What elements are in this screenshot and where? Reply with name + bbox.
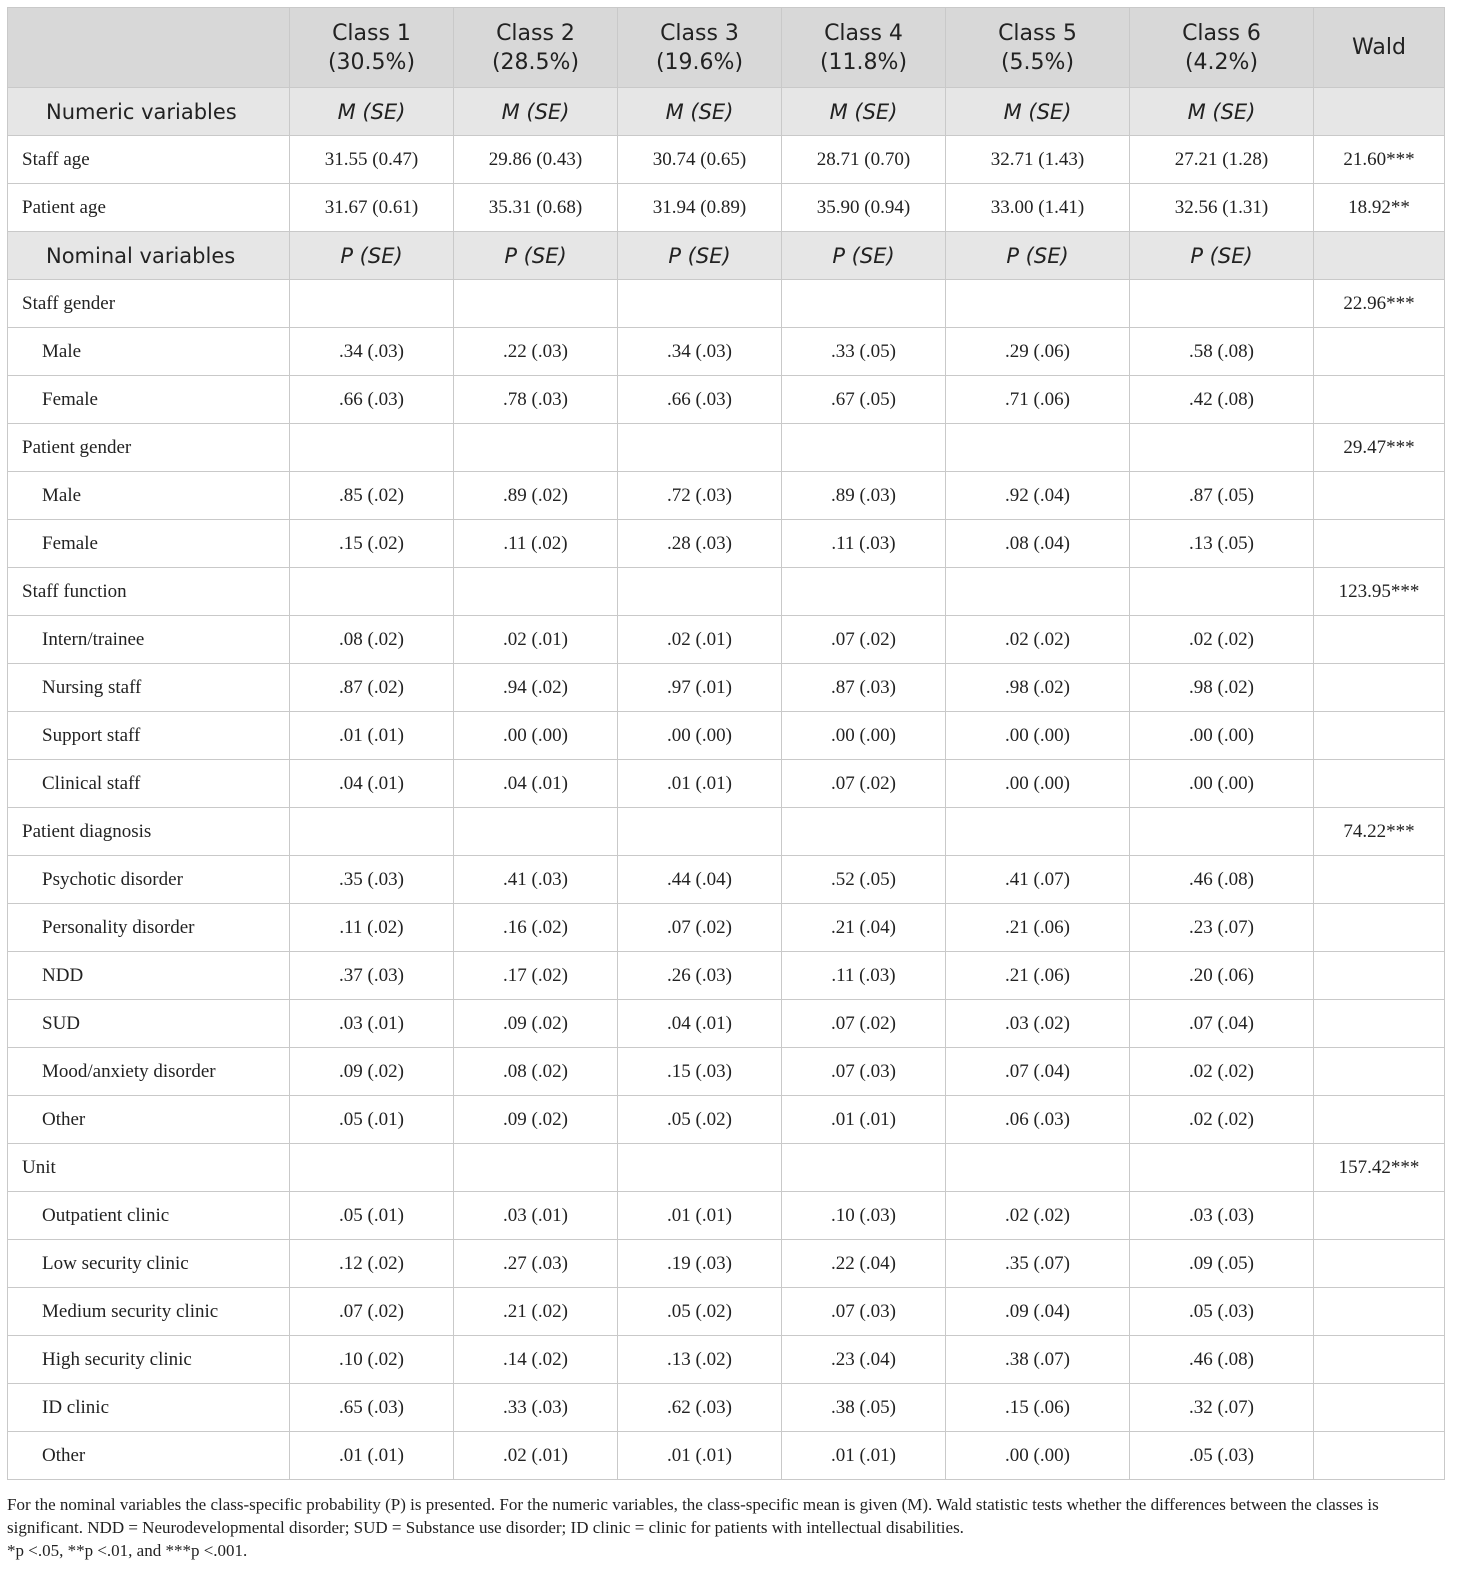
class-5-cell: M (SE) [946, 88, 1130, 136]
category-row [8, 1048, 1445, 1096]
row-label-cell: Other [8, 1096, 290, 1144]
class-4-cell [782, 1144, 946, 1192]
wald-cell [1314, 1048, 1445, 1096]
section-header-row [8, 232, 1445, 280]
wald-cell [1314, 1432, 1445, 1480]
class-5-cell: .02 (.02) [946, 616, 1130, 664]
class-1-cell: .05 (.01) [290, 1192, 454, 1240]
wald-cell [1314, 1192, 1445, 1240]
variable-row [8, 280, 1445, 328]
class-5-cell: .08 (.04) [946, 520, 1130, 568]
class-2-cell: .89 (.02) [454, 472, 618, 520]
class-6-cell: .09 (.05) [1130, 1240, 1314, 1288]
class-3-cell: .01 (.01) [618, 1192, 782, 1240]
table-body [8, 88, 1445, 1480]
class-3-cell: M (SE) [618, 88, 782, 136]
class-4-cell [782, 280, 946, 328]
class-2-cell: .09 (.02) [454, 1000, 618, 1048]
class-2-cell [454, 1144, 618, 1192]
class-2-cell: 29.86 (0.43) [454, 136, 618, 184]
class-3-cell [618, 424, 782, 472]
class-5-cell: .02 (.02) [946, 1192, 1130, 1240]
wald-cell [1314, 664, 1445, 712]
class-5-cell: P (SE) [946, 232, 1130, 280]
class-5-cell: .15 (.06) [946, 1384, 1130, 1432]
header-cell-class-4: Class 4 (11.8%) [782, 8, 946, 88]
class-3-cell: .44 (.04) [618, 856, 782, 904]
row-label-cell: Male [8, 472, 290, 520]
row-label-cell: Psychotic disorder [8, 856, 290, 904]
class-5-cell: .41 (.07) [946, 856, 1130, 904]
row-label-cell: Intern/trainee [8, 616, 290, 664]
class-1-cell: .65 (.03) [290, 1384, 454, 1432]
class-4-cell: .00 (.00) [782, 712, 946, 760]
class-4-cell: .38 (.05) [782, 1384, 946, 1432]
class-1-cell: 31.55 (0.47) [290, 136, 454, 184]
class-3-cell: .34 (.03) [618, 328, 782, 376]
class-1-cell: .08 (.02) [290, 616, 454, 664]
row-label-cell: SUD [8, 1000, 290, 1048]
class-6-cell [1130, 568, 1314, 616]
variable-row [8, 568, 1445, 616]
class-3-cell: .28 (.03) [618, 520, 782, 568]
class-4-cell: .11 (.03) [782, 520, 946, 568]
class-6-cell [1130, 808, 1314, 856]
class-1-cell: .34 (.03) [290, 328, 454, 376]
class-5-cell: .00 (.00) [946, 1432, 1130, 1480]
class-3-cell: .15 (.03) [618, 1048, 782, 1096]
wald-cell [1314, 856, 1445, 904]
class-3-cell [618, 280, 782, 328]
wald-cell [1314, 616, 1445, 664]
class-1-cell: .66 (.03) [290, 376, 454, 424]
section-header-row [8, 88, 1445, 136]
class-2-cell: .27 (.03) [454, 1240, 618, 1288]
class-5-cell: .71 (.06) [946, 376, 1130, 424]
row-label-cell: Numeric variables [8, 88, 290, 136]
wald-cell [1314, 1240, 1445, 1288]
class-6-cell [1130, 1144, 1314, 1192]
row-label-cell: Nursing staff [8, 664, 290, 712]
header-cell-wald: Wald [1314, 8, 1445, 88]
category-row [8, 904, 1445, 952]
class-5-cell [946, 424, 1130, 472]
class-4-cell: .23 (.04) [782, 1336, 946, 1384]
class-4-cell [782, 808, 946, 856]
class-1-cell: .04 (.01) [290, 760, 454, 808]
class-3-cell: 30.74 (0.65) [618, 136, 782, 184]
category-row [8, 520, 1445, 568]
class-2-cell: .78 (.03) [454, 376, 618, 424]
class-3-cell: .07 (.02) [618, 904, 782, 952]
class-2-cell: .09 (.02) [454, 1096, 618, 1144]
variable-row [8, 808, 1445, 856]
class-4-cell: .11 (.03) [782, 952, 946, 1000]
category-row [8, 1288, 1445, 1336]
header-cell-class-5: Class 5 (5.5%) [946, 8, 1130, 88]
category-row [8, 1192, 1445, 1240]
class-4-cell: .01 (.01) [782, 1432, 946, 1480]
class-2-cell: M (SE) [454, 88, 618, 136]
class-4-cell: .07 (.02) [782, 616, 946, 664]
class-1-cell: .07 (.02) [290, 1288, 454, 1336]
footnote-abbreviations: For the nominal variables the class-specific probability (P) is presented. For the numeric variables, the class-specific mean is given (M). Wald statistic tests whether the differences between the classes is significant. NDD = Neurodevelopmental disorder; SUD = Substance use disorder; ID clinic = clinic for patients with intellectual disabilities. [7, 1495, 1379, 1537]
wald-cell [1314, 376, 1445, 424]
category-row [8, 712, 1445, 760]
class-1-cell: .01 (.01) [290, 1432, 454, 1480]
class-5-cell [946, 280, 1130, 328]
class-3-cell [618, 1144, 782, 1192]
class-6-cell: .42 (.08) [1130, 376, 1314, 424]
table-header-row [8, 8, 1445, 88]
class-3-cell: P (SE) [618, 232, 782, 280]
class-3-cell: 31.94 (0.89) [618, 184, 782, 232]
category-row [8, 856, 1445, 904]
class-6-cell: .02 (.02) [1130, 1096, 1314, 1144]
category-row [8, 472, 1445, 520]
header-cell-class-6: Class 6 (4.2%) [1130, 8, 1314, 88]
class-6-cell: 27.21 (1.28) [1130, 136, 1314, 184]
class-3-cell: .62 (.03) [618, 1384, 782, 1432]
row-label-cell: Patient diagnosis [8, 808, 290, 856]
class-1-cell: .09 (.02) [290, 1048, 454, 1096]
class-4-cell: 35.90 (0.94) [782, 184, 946, 232]
wald-cell: 123.95*** [1314, 568, 1445, 616]
class-5-cell: .00 (.00) [946, 760, 1130, 808]
class-2-cell: .02 (.01) [454, 616, 618, 664]
class-3-cell: .13 (.02) [618, 1336, 782, 1384]
class-6-cell: .05 (.03) [1130, 1288, 1314, 1336]
variable-row [8, 1144, 1445, 1192]
class-5-cell: .35 (.07) [946, 1240, 1130, 1288]
class-1-cell [290, 1144, 454, 1192]
wald-cell: 157.42*** [1314, 1144, 1445, 1192]
category-row [8, 664, 1445, 712]
row-label-cell: Staff function [8, 568, 290, 616]
class-1-cell [290, 424, 454, 472]
variable-row [8, 424, 1445, 472]
class-3-cell [618, 808, 782, 856]
row-label-cell: Other [8, 1432, 290, 1480]
class-5-cell: .07 (.04) [946, 1048, 1130, 1096]
class-3-cell: .72 (.03) [618, 472, 782, 520]
wald-cell [1314, 520, 1445, 568]
class-1-cell [290, 280, 454, 328]
class-3-cell: .05 (.02) [618, 1096, 782, 1144]
class-6-cell [1130, 280, 1314, 328]
wald-cell [1314, 952, 1445, 1000]
class-6-cell: .32 (.07) [1130, 1384, 1314, 1432]
class-6-cell: .03 (.03) [1130, 1192, 1314, 1240]
category-row [8, 1096, 1445, 1144]
class-2-cell [454, 808, 618, 856]
class-4-cell: .07 (.03) [782, 1288, 946, 1336]
class-4-cell [782, 424, 946, 472]
class-6-cell: .05 (.03) [1130, 1432, 1314, 1480]
class-4-cell: .10 (.03) [782, 1192, 946, 1240]
class-1-cell: .37 (.03) [290, 952, 454, 1000]
class-5-cell: .29 (.06) [946, 328, 1130, 376]
class-3-cell: .00 (.00) [618, 712, 782, 760]
class-3-cell [618, 568, 782, 616]
class-2-cell: .41 (.03) [454, 856, 618, 904]
row-label-cell: Nominal variables [8, 232, 290, 280]
wald-cell: 21.60*** [1314, 136, 1445, 184]
category-row [8, 616, 1445, 664]
class-4-cell: P (SE) [782, 232, 946, 280]
class-6-cell: .00 (.00) [1130, 760, 1314, 808]
class-3-cell: .66 (.03) [618, 376, 782, 424]
class-1-cell: .12 (.02) [290, 1240, 454, 1288]
class-6-cell: P (SE) [1130, 232, 1314, 280]
wald-cell [1314, 1288, 1445, 1336]
class-4-cell: 28.71 (0.70) [782, 136, 946, 184]
class-2-cell: .03 (.01) [454, 1192, 618, 1240]
class-3-cell: .26 (.03) [618, 952, 782, 1000]
class-1-cell [290, 808, 454, 856]
wald-cell [1314, 760, 1445, 808]
class-4-cell: .07 (.02) [782, 1000, 946, 1048]
wald-cell [1314, 232, 1445, 280]
class-1-cell: .01 (.01) [290, 712, 454, 760]
class-5-cell: 33.00 (1.41) [946, 184, 1130, 232]
class-4-cell: .07 (.02) [782, 760, 946, 808]
category-row [8, 952, 1445, 1000]
class-2-cell: .17 (.02) [454, 952, 618, 1000]
class-profile-table [7, 7, 1445, 1480]
row-label-cell: Patient age [8, 184, 290, 232]
class-5-cell: .03 (.02) [946, 1000, 1130, 1048]
header-cell-class-2: Class 2 (28.5%) [454, 8, 618, 88]
row-label-cell: Clinical staff [8, 760, 290, 808]
class-4-cell: .67 (.05) [782, 376, 946, 424]
class-2-cell: .11 (.02) [454, 520, 618, 568]
wald-cell [1314, 1384, 1445, 1432]
class-1-cell: .15 (.02) [290, 520, 454, 568]
class-1-cell [290, 568, 454, 616]
row-label-cell: Mood/anxiety disorder [8, 1048, 290, 1096]
row-label-cell: High security clinic [8, 1336, 290, 1384]
class-2-cell [454, 424, 618, 472]
category-row [8, 328, 1445, 376]
class-4-cell: .89 (.03) [782, 472, 946, 520]
class-4-cell: M (SE) [782, 88, 946, 136]
class-1-cell: .85 (.02) [290, 472, 454, 520]
class-2-cell: .22 (.03) [454, 328, 618, 376]
class-4-cell: .52 (.05) [782, 856, 946, 904]
variable-row [8, 136, 1445, 184]
class-3-cell: .97 (.01) [618, 664, 782, 712]
class-profile-table-container [7, 7, 1444, 1480]
class-6-cell: M (SE) [1130, 88, 1314, 136]
row-label-cell: Low security clinic [8, 1240, 290, 1288]
wald-cell [1314, 904, 1445, 952]
class-2-cell: .00 (.00) [454, 712, 618, 760]
class-4-cell: .21 (.04) [782, 904, 946, 952]
class-2-cell: .94 (.02) [454, 664, 618, 712]
class-2-cell: .16 (.02) [454, 904, 618, 952]
class-1-cell: M (SE) [290, 88, 454, 136]
category-row [8, 1000, 1445, 1048]
class-6-cell: .58 (.08) [1130, 328, 1314, 376]
class-4-cell: .87 (.03) [782, 664, 946, 712]
class-6-cell: .13 (.05) [1130, 520, 1314, 568]
class-4-cell: .22 (.04) [782, 1240, 946, 1288]
row-label-cell: Support staff [8, 712, 290, 760]
class-6-cell: .46 (.08) [1130, 856, 1314, 904]
class-5-cell [946, 568, 1130, 616]
class-3-cell: .01 (.01) [618, 760, 782, 808]
variable-row [8, 184, 1445, 232]
wald-cell [1314, 328, 1445, 376]
category-row [8, 1240, 1445, 1288]
class-6-cell: .02 (.02) [1130, 1048, 1314, 1096]
class-1-cell: .10 (.02) [290, 1336, 454, 1384]
class-2-cell: 35.31 (0.68) [454, 184, 618, 232]
class-6-cell: .00 (.00) [1130, 712, 1314, 760]
class-4-cell [782, 568, 946, 616]
class-6-cell: .02 (.02) [1130, 616, 1314, 664]
class-5-cell [946, 1144, 1130, 1192]
header-cell-class-1: Class 1 (30.5%) [290, 8, 454, 88]
class-5-cell: .38 (.07) [946, 1336, 1130, 1384]
class-2-cell: .08 (.02) [454, 1048, 618, 1096]
class-5-cell: .06 (.03) [946, 1096, 1130, 1144]
wald-cell [1314, 1096, 1445, 1144]
class-4-cell: .01 (.01) [782, 1096, 946, 1144]
row-label-cell: ID clinic [8, 1384, 290, 1432]
row-label-cell: Female [8, 376, 290, 424]
wald-cell [1314, 712, 1445, 760]
class-4-cell: .33 (.05) [782, 328, 946, 376]
class-3-cell: .19 (.03) [618, 1240, 782, 1288]
class-5-cell: .00 (.00) [946, 712, 1130, 760]
class-6-cell: .98 (.02) [1130, 664, 1314, 712]
class-3-cell: .01 (.01) [618, 1432, 782, 1480]
class-1-cell: .05 (.01) [290, 1096, 454, 1144]
class-3-cell: .02 (.01) [618, 616, 782, 664]
row-label-cell: Personality disorder [8, 904, 290, 952]
class-5-cell: .98 (.02) [946, 664, 1130, 712]
class-2-cell [454, 280, 618, 328]
wald-cell [1314, 472, 1445, 520]
category-row [8, 760, 1445, 808]
class-6-cell: .20 (.06) [1130, 952, 1314, 1000]
row-label-cell: Male [8, 328, 290, 376]
row-label-cell: NDD [8, 952, 290, 1000]
class-3-cell: .04 (.01) [618, 1000, 782, 1048]
class-1-cell: .11 (.02) [290, 904, 454, 952]
class-5-cell: .21 (.06) [946, 904, 1130, 952]
class-6-cell: .46 (.08) [1130, 1336, 1314, 1384]
class-3-cell: .05 (.02) [618, 1288, 782, 1336]
header-cell-blank [8, 8, 290, 88]
wald-cell: 18.92** [1314, 184, 1445, 232]
class-2-cell: .04 (.01) [454, 760, 618, 808]
class-6-cell: 32.56 (1.31) [1130, 184, 1314, 232]
category-row [8, 376, 1445, 424]
row-label-cell: Patient gender [8, 424, 290, 472]
row-label-cell: Outpatient clinic [8, 1192, 290, 1240]
table-footnotes [7, 1493, 1447, 1562]
class-1-cell: .35 (.03) [290, 856, 454, 904]
class-2-cell: P (SE) [454, 232, 618, 280]
wald-cell: 74.22*** [1314, 808, 1445, 856]
class-2-cell: .33 (.03) [454, 1384, 618, 1432]
class-5-cell: .92 (.04) [946, 472, 1130, 520]
class-6-cell: .07 (.04) [1130, 1000, 1314, 1048]
class-5-cell: .21 (.06) [946, 952, 1130, 1000]
class-1-cell: .87 (.02) [290, 664, 454, 712]
category-row [8, 1384, 1445, 1432]
class-2-cell [454, 568, 618, 616]
footnote-significance: *p <.05, **p <.01, and ***p <.001. [7, 1541, 248, 1560]
row-label-cell: Staff gender [8, 280, 290, 328]
wald-cell [1314, 88, 1445, 136]
class-6-cell: .87 (.05) [1130, 472, 1314, 520]
class-5-cell: 32.71 (1.43) [946, 136, 1130, 184]
wald-cell: 29.47*** [1314, 424, 1445, 472]
class-1-cell: P (SE) [290, 232, 454, 280]
category-row [8, 1336, 1445, 1384]
wald-cell [1314, 1336, 1445, 1384]
wald-cell [1314, 1000, 1445, 1048]
class-4-cell: .07 (.03) [782, 1048, 946, 1096]
class-5-cell: .09 (.04) [946, 1288, 1130, 1336]
class-1-cell: .03 (.01) [290, 1000, 454, 1048]
class-2-cell: .02 (.01) [454, 1432, 618, 1480]
class-1-cell: 31.67 (0.61) [290, 184, 454, 232]
header-cell-class-3: Class 3 (19.6%) [618, 8, 782, 88]
class-2-cell: .21 (.02) [454, 1288, 618, 1336]
class-5-cell [946, 808, 1130, 856]
class-6-cell [1130, 424, 1314, 472]
row-label-cell: Medium security clinic [8, 1288, 290, 1336]
wald-cell: 22.96*** [1314, 280, 1445, 328]
class-2-cell: .14 (.02) [454, 1336, 618, 1384]
row-label-cell: Female [8, 520, 290, 568]
class-6-cell: .23 (.07) [1130, 904, 1314, 952]
category-row [8, 1432, 1445, 1480]
row-label-cell: Staff age [8, 136, 290, 184]
row-label-cell: Unit [8, 1144, 290, 1192]
